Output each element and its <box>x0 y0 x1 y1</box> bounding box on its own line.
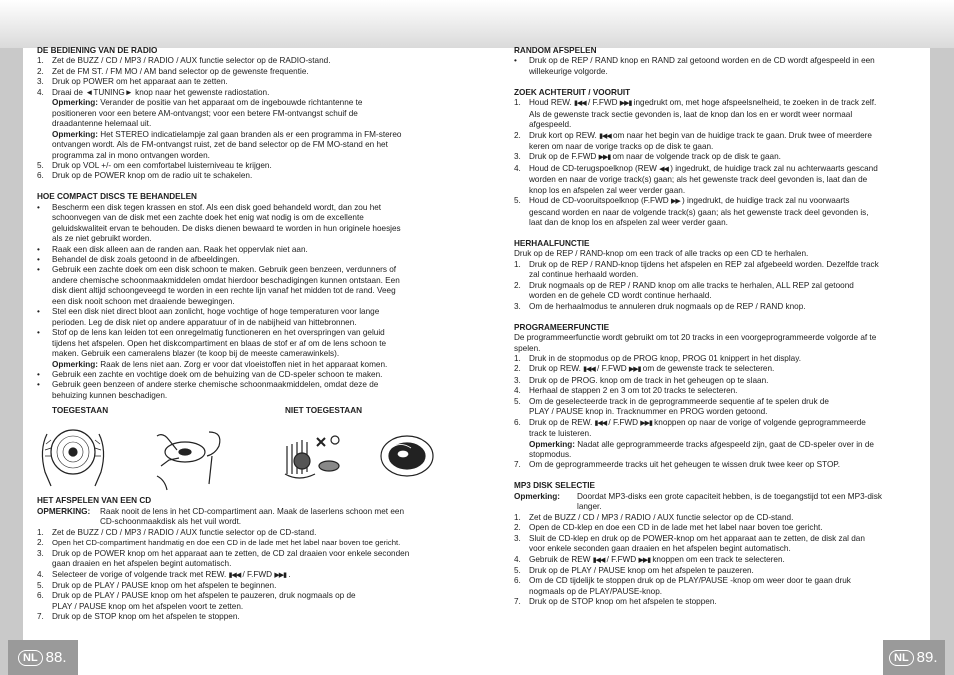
list-item: • Behandel de disk zoals getoond in de afbeeldingen. <box>37 255 240 264</box>
left-page <box>37 46 443 623</box>
rewind-icon: ▮◀◀ <box>574 100 586 108</box>
header-band <box>0 0 954 48</box>
list-item: 5. Om de geselecteerde track in de geprogrammeerde sequentie af te spelen druk de PLAY / PAUSE knop in. Tracknummer en PROG worden getoond. <box>514 396 829 417</box>
list-item: 6. Druk op de REW. ▮◀◀ / F.FWD ▶▶▮ knoppen op naar de vorige of volgende geprogrammeerde track te luisteren. Opmerking: Nadat alle geprogrammeerde tracks afgespeeld zijn, gaat de CD-speler over in de stopmodus. <box>514 417 874 460</box>
list-item: 2. Zet de FM ST. / FM MO / AM band selector op de gewenste frequentie. <box>37 66 309 76</box>
page-number: 89. <box>916 649 938 666</box>
list-item: 6. Druk op de POWER knop om de radio uit te schakelen. <box>37 171 253 181</box>
list-item: 6. Om de CD tijdelijk te stoppen druk op de PLAY/PAUSE -knop om weer door te gaan druk nogmaals op de PLAY/PAUSE-knop. <box>514 576 851 596</box>
left-margin-bar <box>0 48 23 675</box>
mp3-heading: MP3 DISK SELECTIE <box>514 481 595 491</box>
paragraph: spelen. <box>514 343 541 353</box>
rewind-icon: ▮◀◀ <box>599 132 611 140</box>
list-item: • Gebruik een zachte en vochtige doek om de behuizing van de CD-speler schoon te maken. <box>37 369 383 379</box>
note-line: draadantenne helemaal uit. <box>52 119 152 129</box>
rewind-icon: ▮◀◀ <box>583 366 595 374</box>
list-item: 1. Druk op de REP / RAND-knop tijdens het afspelen en REP zal afgebeeld worden. Dezelfde track zal continue herhaald worden. <box>514 259 879 280</box>
list-item: • Bescherm een disk tegen krassen en stof. Als een disk goed behandeld wordt, dan zou het schoonvegen van de disk met een zachte doek het enig wat nodig is om de excellente geluidskwaliteit ervan te behouden. De disks dienen bewaard te worden in hun originele hoesjes als ze niet gebruikt worden. <box>37 202 401 244</box>
rewind-icon: ▮◀◀ <box>594 419 607 427</box>
fast-forward-icon: ▶▶ <box>670 198 680 206</box>
note: OPMERKING: Raak nooit de lens in het CD-compartiment aan. Maak de laserlens schoon met een <box>37 506 405 516</box>
list-item: 1. Zet de BUZZ / CD / MP3 / RADIO / AUX functie selector op de CD-stand. <box>514 512 794 522</box>
disc-touched-surface-icon <box>381 436 433 476</box>
note-line: langer. <box>577 502 602 512</box>
list-item: 4. Herhaal de stappen 2 en 3 om tot 20 tracks te selecteren. <box>514 386 738 396</box>
note-line: ontvangen wordt. Als de FM-ontvangst ruist, zet de band selector op de FM MO-stand en het <box>52 140 388 150</box>
list-item: 5. Houd de CD-vooruitspoelknop (F.FWD ▶▶ ) ingedrukt, de huidige track zal nu voorwaarts gescand worden en naar de volgende track(s) gaan; als het gewenste track deel gevonden is, laat dan de knop los en afspelen zal weer verder gaan. <box>514 196 869 228</box>
note-line: CD-schoonmaakdisk als het vuil wordt. <box>100 517 242 527</box>
fast-forward-icon: ▶▶▮ <box>619 100 632 108</box>
list-item: 3. Druk op POWER om het apparaat aan te zetten. <box>37 77 228 87</box>
disc-held-by-center-icon <box>157 432 220 490</box>
fast-forward-icon: ▶▶▮ <box>640 419 652 427</box>
fast-forward-icon: ▶▶▮ <box>638 556 651 564</box>
list-item: 3. Sluit de CD-klep en druk op de POWER-knop om het apparaat aan te zetten, de disk zal dan voor enkele seconden gaan draaien en het afspelen begint automatisch. <box>514 533 865 554</box>
list-item: 7. Druk op de STOP knop om het afspelen te stoppen. <box>514 597 717 607</box>
list-item: 6. Druk op de PLAY / PAUSE knop om het afspelen te pauzeren, druk nogmaals op de PLAY / PAUSE knop om het afspelen voort te zetten. <box>37 591 356 611</box>
disc-handling-svg <box>37 426 443 496</box>
note: Opmerking: Verander de positie van het apparaat om de ingebouwde richtantenne te <box>52 98 363 108</box>
list-item: • Stel een disk niet direct bloot aan zonlicht, hoge vochtige of hoge temperaturen voor lange perioden. Leg de disk niet op andere apparatuur of in de nabijheid van hittebronnen. <box>37 307 380 327</box>
language-badge: NL <box>18 650 43 666</box>
note-line: positioneren voor een betere AM-ontvangst; voor een betere FM-ontvangst schuif de <box>52 108 358 118</box>
list-item: 2. Open de CD-klep en doe een CD in de lade met het label naar boven toe gericht. <box>514 523 823 533</box>
list-item: 1. Druk in de stopmodus op de PROG knop, PROG 01 knippert in het display. <box>514 353 801 363</box>
disc-held-by-edges-icon <box>42 430 103 486</box>
list-item: 1. Houd REW. ▮◀◀ / F.FWD ▶▶▮ ingedrukt om, met hoge afspeelsnelheid, te zoeken in de track zelf. Als de gewenste track sectie gevonden is, laat de knop dan los en er wordt weer normaal afgespeeld. <box>514 98 877 130</box>
list-item: 1. Zet de BUZZ / CD / MP3 / RADIO / AUX functie selector op de CD-stand. <box>37 527 317 537</box>
paragraph: Druk op de REP / RAND-knop om een track of alle tracks op een CD te herhalen. <box>514 249 809 259</box>
list-item: 3. Om de herhaalmodus te annuleren druk nogmaals op de REP / RAND knop. <box>514 301 806 311</box>
list-item: • Druk op de REP / RAND knop en RAND zal getoond worden en de CD wordt afgespeeld in een willekeurige volgorde. <box>514 56 875 76</box>
fast-forward-icon: ▶▶▮ <box>598 154 611 162</box>
list-item: 7. Druk op de STOP knop om het afspelen te stoppen. <box>37 612 240 622</box>
list-item: 7. Om de geprogrammeerde tracks uit het geheugen te wissen druk twee keer op STOP. <box>514 460 840 470</box>
rewind-icon: ▮◀◀ <box>228 571 241 579</box>
list-item: • Raak een disk alleen aan de randen aan. Raak het oppervlak niet aan. <box>37 244 308 254</box>
language-badge: NL <box>889 650 914 666</box>
rewind-icon: ▮◀◀ <box>592 556 605 564</box>
list-item: 5. Druk op VOL +/- om een comfortabel luisterniveau te krijgen. <box>37 160 272 170</box>
list-item: 2. Druk nogmaals op de REP / RAND knop om alle tracks te herhalen, ALL REP zal getoond worden en de gehele CD wordt continue herhaald. <box>514 280 854 301</box>
list-item: • Gebruik geen benzeen of andere sterke chemische schoonmaakmiddelen, omdat deze de behuizing kunnen beschadigen. <box>37 380 379 400</box>
list-item: 5. Druk op de PLAY / PAUSE knop om het afspelen te pauzeren. <box>514 565 754 575</box>
paragraph: De programmeerfunctie wordt gebruikt om tot 20 tracks in een voorgeprogrammeerde volgorde af te <box>514 333 877 343</box>
fast-forward-icon: ▶▶▮ <box>628 366 641 374</box>
right-margin-bar <box>930 48 954 675</box>
list-item: • Gebruik een zachte doek om een disk schoon te maken. Gebruik geen benzeen, verdunners of andere chemische schoonmaakmiddelen omdat hierdoor beschadigingen kunnen ontstaan. Een disk dient altijd schoongeveegd te worden in een rechte lijn vanaf het midden tot de rand. Veeg een disk nooit schoon met draaiende bewegingen. <box>37 265 400 306</box>
list-item: 4. Gebruik de REW ▮◀◀ / F.FWD ▶▶▮ knoppen om een track te selecteren. <box>514 555 920 566</box>
list-item: 4. Houd de CD-terugspoelknop (REW ◀◀ ) ingedrukt, de huidige track zal nu achterwaarts gescand worden en naar de vorige track(s) gaan; als het gewenste track deel gevonden is, laat dan de knop los en afspelen zal weer verder gaan. <box>514 163 878 195</box>
play-heading: HET AFSPELEN VAN EEN CD <box>37 496 152 506</box>
list-item: 3. Druk op de F.FWD ▶▶▮ om naar de volgende track op de disk te gaan. <box>514 152 920 163</box>
fast-forward-icon: ▶▶▮ <box>274 571 286 579</box>
random-heading: RANDOM AFSPELEN <box>514 46 597 55</box>
page-number: 88. <box>45 649 67 666</box>
list-item: • Stof op de lens kan leiden tot een onregelmatig functioneren en het overspringen van geluid tijdens het afspelen. Open het diskcompartiment en blaas de stof er af om de lens schoon te maken. Gebruik een cameralens blazer (te koop bij de meeste camerawinkels). Opmerking: Raak de lens niet aan. Zorg er voor dat vloeistoffen niet in het apparaat komen. <box>37 328 388 369</box>
list-item: 2. Druk kort op REW. ▮◀◀ om naar het begin van de huidige track te gaan. Druk twee of meerdere keren om naar de vorige tracks op de disk te gaan. <box>514 130 872 152</box>
page-number-left <box>8 640 78 675</box>
note-line: programma zal in mono ontvangen worden. <box>52 150 210 160</box>
list-item: 5. Druk op de PLAY / PAUSE knop om het afspelen te beginnen. <box>37 580 277 590</box>
list-item: 2. Druk op REW. ▮◀◀ / F.FWD ▶▶▮ om de gewenste track te selecteren. <box>514 364 920 375</box>
program-heading: PROGRAMEERFUNCTIE <box>514 322 610 332</box>
disc-handling-illustrations <box>37 426 443 496</box>
note: Opmerking: Doordat MP3-disks een grote capaciteit hebben, is de toegangstijd tot een MP3-disk <box>514 491 882 501</box>
allowed-label: TOEGESTAAN <box>52 406 109 416</box>
list-item: 4. Draai de ◄TUNING► knop naar het gewenste radiostation. <box>37 87 270 97</box>
list-item: 1. Zet de BUZZ / CD / MP3 / RADIO / AUX functie selector op de RADIO-stand. <box>37 56 331 66</box>
rewind-icon: ◀◀ <box>659 165 668 173</box>
list-item: 3. Druk op de POWER knop om het apparaat aan te zetten, de CD zal draaien voor enkele seconden gaan draaien en het afspelen begint automatisch. <box>37 548 410 569</box>
disc-stack-not-allowed-icon <box>285 436 339 478</box>
repeat-heading: HERHAALFUNCTIE <box>514 239 590 249</box>
page-number-right <box>883 640 945 675</box>
list-item: 3. Druk op de PROG. knop om de track in het geheugen op te slaan. <box>514 375 769 385</box>
search-heading: ZOEK ACHTERUIT / VOORUIT <box>514 87 631 97</box>
right-page <box>514 46 920 608</box>
list-item: 2. Open het CD-compartiment handmatig en doe een CD in de lade met het label naar boven toe gericht. <box>37 538 401 548</box>
care-heading: HOE COMPACT DISCS TE BEHANDELEN <box>37 192 197 202</box>
note: Opmerking: Het STEREO indicatielampje zal gaan branden als er een programma in FM-stereo <box>52 129 402 139</box>
not-allowed-label: NIET TOEGESTAAN <box>285 406 363 416</box>
list-item: 4. Selecteer de vorige of volgende track met REW. ▮◀◀ / F.FWD ▶▶▮ . <box>37 570 443 581</box>
radio-heading: DE BEDIENING VAN DE RADIO <box>37 46 158 55</box>
